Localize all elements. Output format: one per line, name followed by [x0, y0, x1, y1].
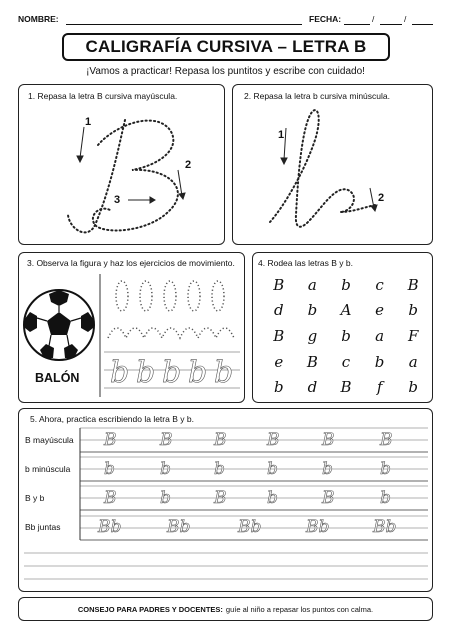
trace-b: b [162, 355, 182, 390]
grid-letter[interactable]: B [306, 352, 318, 371]
step-3-number: 3 [114, 194, 121, 206]
tip-text: guíe al niño a repasar los puntos con calma. [225, 604, 374, 614]
grid-letter[interactable]: F [407, 326, 419, 345]
step-2-number: 2 [185, 159, 192, 171]
section-2-label: 2. Repasa la letra b cursiva minúscula. [244, 91, 390, 101]
model-letter: b [104, 459, 115, 479]
grid-letter[interactable]: b [307, 301, 318, 320]
model-letter: B [267, 430, 280, 450]
trace-b: b [136, 355, 156, 390]
intro-text: ¡Vamos a practicar! Repasa los puntitos y escribe con cuidado! [86, 66, 365, 77]
grid-letter[interactable]: a [408, 352, 418, 371]
grid-letter[interactable]: e [274, 352, 284, 371]
grid-letter[interactable]: c [341, 352, 351, 371]
name-label: NOMBRE: [18, 14, 59, 24]
page-title: CALIGRAFÍA CURSIVA – LETRA B [62, 33, 390, 61]
grid-letter[interactable]: d [273, 301, 284, 320]
step-1-number: 1 [278, 129, 285, 141]
grid-letter[interactable]: b [374, 352, 385, 371]
model-letter: Bb [373, 517, 397, 537]
model-letter: b [380, 459, 391, 479]
grid-letter[interactable]: d [307, 378, 318, 397]
step-2-number: 2 [378, 192, 385, 204]
grid-letter[interactable]: b [341, 326, 351, 345]
date-label: FECHA: [309, 14, 342, 24]
model-letter: b [160, 488, 171, 508]
row-label-both: B y b [25, 493, 45, 503]
grid-letter[interactable]: B [340, 378, 352, 397]
trace-b: b [110, 355, 130, 390]
row-label-uppercase: B mayúscula [25, 435, 74, 445]
grid-letter[interactable]: b [273, 378, 284, 397]
ball-label: BALÓN [35, 371, 80, 385]
tip-box [18, 597, 433, 621]
model-letter: b [380, 488, 391, 508]
model-letter: b [267, 459, 278, 479]
model-letter: B [104, 430, 117, 450]
trace-b: b [214, 355, 234, 390]
model-letter: b [322, 459, 333, 479]
date-separator: / [372, 14, 375, 24]
model-letter: Bb [167, 517, 191, 537]
grid-letter[interactable]: A [340, 301, 352, 320]
section-5-label: 5. Ahora, practica escribiendo la letra B y b. [30, 414, 194, 424]
grid-letter[interactable]: a [307, 275, 317, 294]
grid-letter[interactable]: b [408, 378, 418, 397]
model-letter: B [322, 430, 335, 450]
grid-letter[interactable]: B [273, 326, 285, 345]
grid-letter[interactable]: e [375, 301, 385, 320]
grid-letter[interactable]: B [407, 275, 419, 294]
row-label-joined: Bb juntas [25, 522, 61, 532]
trace-b: b [188, 355, 208, 390]
row-label-lowercase: b minúscula [25, 464, 71, 474]
model-letter: B [160, 430, 173, 450]
section-3-label: 3. Observa la figura y haz los ejercicios de movimiento. [27, 258, 235, 268]
model-letter: B [104, 488, 117, 508]
model-letter: Bb [98, 517, 122, 537]
model-letter: B [214, 430, 227, 450]
grid-letter[interactable]: g [307, 326, 318, 345]
step-1-number: 1 [85, 116, 92, 128]
grid-letter[interactable]: f [376, 378, 383, 397]
model-letter: Bb [238, 517, 262, 537]
model-letter: b [214, 459, 225, 479]
grid-letter[interactable]: b [341, 275, 351, 294]
grid-letter[interactable]: c [375, 275, 384, 294]
section-1-label: 1. Repasa la letra B cursiva mayúscula. [28, 91, 178, 101]
date-separator: / [404, 14, 407, 24]
model-letter: b [160, 459, 171, 479]
model-letter: B [380, 430, 393, 450]
model-letter: Bb [306, 517, 330, 537]
model-letter: b [267, 488, 278, 508]
tip-title: CONSEJO PARA PADRES Y DOCENTES: [77, 604, 223, 614]
grid-letter[interactable]: b [408, 301, 418, 320]
grid-letter[interactable]: B [273, 275, 285, 294]
model-letter: B [214, 488, 227, 508]
model-letter: B [322, 488, 335, 508]
section-4-label: 4. Rodea las letras B y b. [258, 258, 353, 268]
grid-letter[interactable]: a [375, 326, 385, 345]
